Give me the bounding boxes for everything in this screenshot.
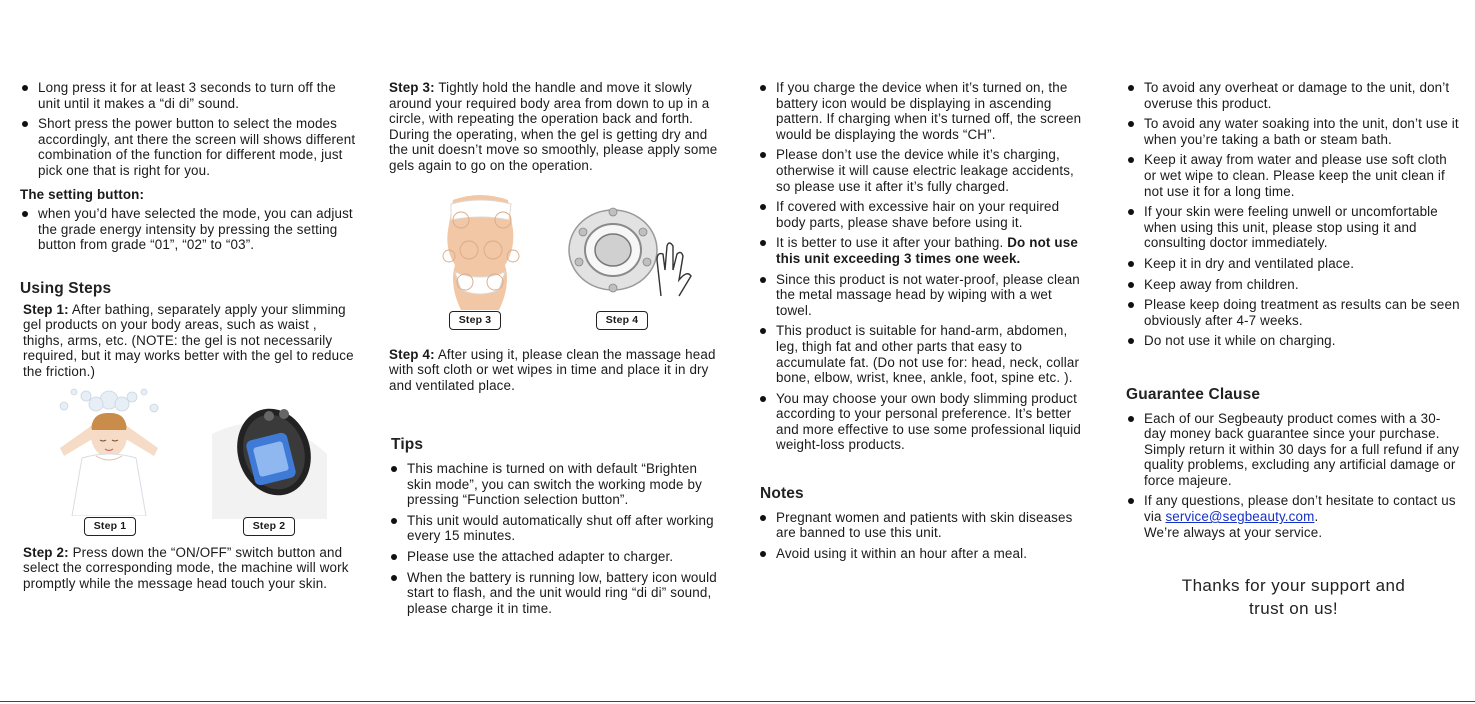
thanks-line-2: trust on us! [1249, 599, 1338, 619]
step-3-image-label: Step 3 [449, 311, 501, 331]
tips-title: Tips [391, 436, 424, 454]
list-item: Please use the attached adapter to charger. [389, 549, 719, 565]
list-item: Long press it for at least 3 seconds to turn off the unit until it makes a “di di” sound. [20, 80, 360, 111]
thanks-line-1: Thanks for your support and [1181, 576, 1406, 596]
list-item: This unit would automatically shut off after working every 15 minutes. [389, 513, 719, 544]
list-item: Each of our Segbeauty product comes with a 30-day money back guarantee since your purchase. Simply return it within 30 days for a full refund if any quality problems, excluding any artificial damage or force majeure. [1126, 411, 1461, 489]
step-4-label: Step 4: [389, 346, 435, 362]
contact-text: If any questions, please don’t hesitate to contact us via [1144, 493, 1456, 525]
setting-title: The setting button: [20, 186, 145, 202]
usage-bullets [758, 80, 1088, 453]
contact-email-link[interactable]: service@segbeauty.com [1165, 509, 1315, 525]
massage-head-image [561, 200, 696, 300]
list-item: If your skin were feeling unwell or uncomfortable when using this unit, please stop using it and consulting doctor immediately. [1126, 204, 1461, 251]
contact-after: . [1314, 509, 1319, 525]
column-3 [758, 80, 1088, 566]
notes-list [758, 510, 1088, 562]
list-item [1126, 493, 1461, 540]
woman-body-image [433, 190, 528, 310]
list-item: To avoid any water soaking into the unit, don’t use it when you’re taking a bath or steam bath. [1126, 116, 1461, 147]
list-item: Keep away from children. [1126, 277, 1461, 293]
setting-bullets [20, 206, 360, 253]
device-screen-image [212, 394, 327, 519]
step-4 [389, 347, 719, 394]
column-4 [1126, 80, 1461, 620]
list-item: This product is suitable for hand-arm, abdomen, leg, thigh fat and other parts that easy to accumulate fat. (Do not use for: head, neck, collar bone, elbow, wrist, knee, ankle, foot, spine etc. ). [758, 323, 1088, 385]
step-3-text: Tightly hold the handle and move it slowly around your required body area from down to up in a circle, with repeating the operation back and forth. During the operating, when the gel is getting dry and the unit doesn’t move so smoothly, please apply some gels again to go on the operation. [389, 80, 718, 173]
step-1-text: After bathing, separately apply your slimming gel products on your body areas, such as waist , thighs, arms, etc. (NOTE: the gel is not necessarily required, but it may works better with the gel to reduce the friction.) [23, 301, 354, 379]
step-4-image-label: Step 4 [596, 311, 648, 331]
list-item: To avoid any overheat or damage to the unit, don’t overuse this product. [1126, 80, 1461, 111]
list-item: Keep it away from water and please use soft cloth or wet wipe to clean. Please keep the unit clean if not use it for a long time. [1126, 152, 1461, 199]
step-2 [23, 545, 360, 592]
step-3 [389, 80, 719, 174]
contact-service: We’re always at your service. [1144, 524, 1323, 540]
step-2-text: Press down the “ON/OFF” switch button and select the corresponding mode, the machine will work promptly while the message head touch your skin. [23, 544, 349, 591]
bath-warning: Do not use this unit exceeding 3 times one week. [776, 235, 1078, 266]
bath-text: It is better to use it after your bathing. [776, 235, 1008, 251]
caution-bullets [1126, 80, 1461, 349]
list-item: Short press the power button to select the modes accordingly, ant there the screen will shows different combination of the function for different mode, just pick one that is right for you. [20, 116, 360, 178]
list-item: Keep it in dry and ventilated place. [1126, 256, 1461, 272]
notes-title: Notes [760, 485, 804, 503]
list-item: Do not use it while on charging. [1126, 333, 1461, 349]
list-item: Please don’t use the device while it’s charging, otherwise it will cause electric leakage accidents, so please use it after it’s fully charged. [758, 147, 1088, 194]
power-bullets [20, 80, 360, 179]
step-images-3-4 [389, 190, 719, 338]
list-item [758, 235, 1088, 266]
list-item: when you’d have selected the mode, you can adjust the grade energy intensity by pressing the setting button from grade “01”, “02” to “03”. [20, 206, 360, 253]
step-3-label: Step 3: [389, 80, 435, 95]
list-item: If covered with excessive hair on your required body parts, please shave before using it. [758, 199, 1088, 230]
step-images-1-2 [20, 386, 360, 536]
step-2-image-label: Step 2 [243, 517, 295, 537]
list-item: Avoid using it within an hour after a meal. [758, 546, 1088, 562]
guarantee-list [1126, 411, 1461, 541]
step-1-image-label: Step 1 [84, 517, 136, 537]
list-item: This machine is turned on with default “Brighten skin mode”, you can switch the working mode by pressing “Function selection button”. [389, 461, 719, 508]
list-item: When the battery is running low, battery icon would start to flash, and the unit would ring “di di” sound, please charge it in time. [389, 570, 719, 617]
guarantee-title: Guarantee Clause [1126, 385, 1261, 403]
using-steps-title: Using Steps [20, 279, 112, 297]
step-1 [23, 302, 360, 380]
step-2-label: Step 2: [23, 544, 69, 560]
list-item: You may choose your own body slimming product according to your personal preference. It’s better and more effective to use some professional liquid weight-loss products. [758, 391, 1088, 453]
column-2 [389, 80, 719, 621]
list-item: Please keep doing treatment as results can be seen obviously after 4-7 weeks. [1126, 297, 1461, 328]
column-1 [20, 80, 360, 591]
woman-washing-hair-image [34, 386, 184, 516]
tips-list [389, 461, 719, 616]
list-item: Since this product is not water-proof, please clean the metal massage head by wiping with a wet towel. [758, 272, 1088, 319]
list-item: If you charge the device when it’s turned on, the battery icon would be displaying in ascending pattern. If charging when it’s turned off, the screen would be displaying the words “CH”. [758, 80, 1088, 142]
bottom-border [0, 701, 1475, 702]
step-1-label: Step 1: [23, 301, 69, 317]
list-item: Pregnant women and patients with skin diseases are banned to use this unit. [758, 510, 1088, 541]
step-4-text: After using it, please clean the massage head with soft cloth or wet wipes in time and place it in dry and ventilated place. [389, 346, 716, 393]
thanks-message [1126, 574, 1461, 620]
